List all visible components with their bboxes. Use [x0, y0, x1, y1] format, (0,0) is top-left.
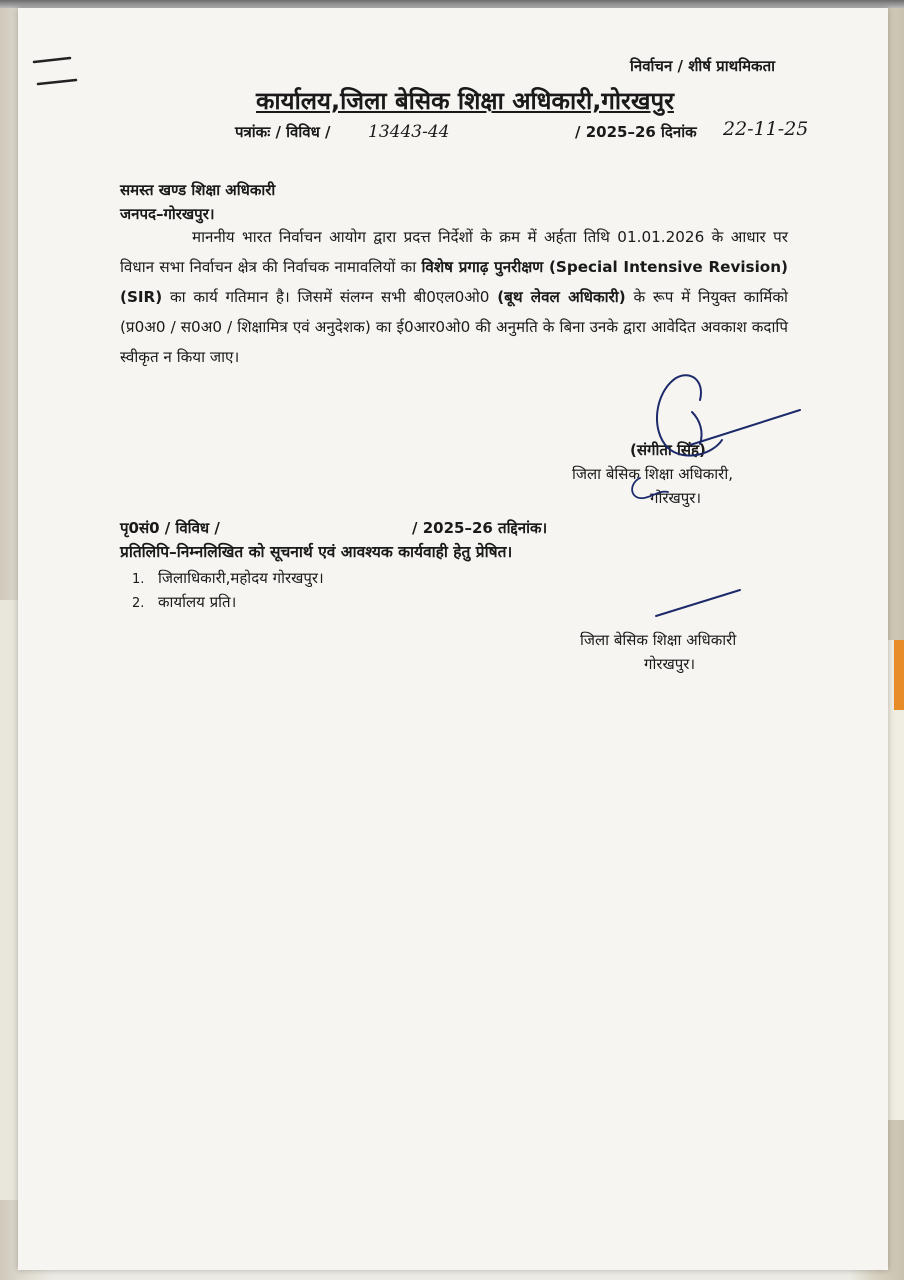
letter-ref-year: / 2025–26 दिनांक [575, 123, 697, 141]
signatory-location: गोरखपुर। [650, 489, 702, 507]
initials-mark [632, 478, 668, 498]
letter-ref-number: 13443-44 [368, 122, 450, 142]
list-number: 2. [132, 596, 145, 611]
signatory-designation: जिला बेसिक शिक्षा अधिकारी, [572, 465, 733, 483]
signatory-name: (संगीता सिंह) [630, 441, 706, 459]
letter-date: 22-11-25 [723, 118, 809, 140]
letter-ref-prefix: पत्रांकः / विविध / [235, 123, 331, 141]
signature-mark [657, 375, 800, 455]
office-heading: कार्यालय,जिला बेसिक शिक्षा अधिकारी,गोरखपुर [256, 87, 674, 115]
addressee-line1: समस्त खण्ड शिक्षा अधिकारी [120, 181, 276, 199]
list-text: जिलाधिकारी,महोदय गोरखपुर। [158, 569, 324, 587]
body-text-1: माननीय भारत निर्वाचन आयोग द्वारा प्रदत्त निर्देशों के क्रम में अर्हता तिथि 01.01.2026 के आधार पर विधान सभा निर्वाचन क्षेत्र की निर्वाचक नामावलियों का [120, 228, 788, 276]
body-bold-1: विशेष प्रगाढ़ पुनरीक्षण (Special Intensive Revision) (SIR) [120, 258, 788, 306]
body-text-3: के रूप में नियुक्त कार्मिको (प्र0अ0 / स0अ0 / शिक्षामित्र एवं अनुदेशक) का ई0आर0ओ0 की अनुमति के बिना उनके द्वारा आवेदित अवकाश कदापि स्वीकृत न किया जाए। [120, 288, 788, 366]
copy-title: प्रतिलिपि–निम्नलिखित को सूचनार्थ एवं आवश्यक कार्यवाही हेतु प्रेषित। [120, 543, 513, 561]
body-text-2: का कार्य गतिमान है। जिसमें संलग्न सभी बी0एल0ओ0 [162, 288, 498, 306]
addressee-line2: जनपद–गोरखपुर। [120, 205, 215, 223]
second-signature-mark [656, 590, 740, 616]
margin-dash-marks [34, 58, 76, 84]
copy-ref: पृ0सं0 / विविध / [120, 519, 220, 537]
list-number: 1. [132, 572, 145, 587]
signatory2-designation: जिला बेसिक शिक्षा अधिकारी [580, 631, 737, 649]
signatory2-location: गोरखपुर। [644, 655, 696, 673]
copy-year: / 2025–26 तद्दिनांक। [412, 519, 548, 537]
list-text: कार्यालय प्रति। [158, 593, 237, 611]
priority-label: निर्वाचन / शीर्ष प्राथमिकता [630, 57, 776, 75]
body-bold-2: (बूथ लेवल अधिकारी) [497, 288, 626, 306]
